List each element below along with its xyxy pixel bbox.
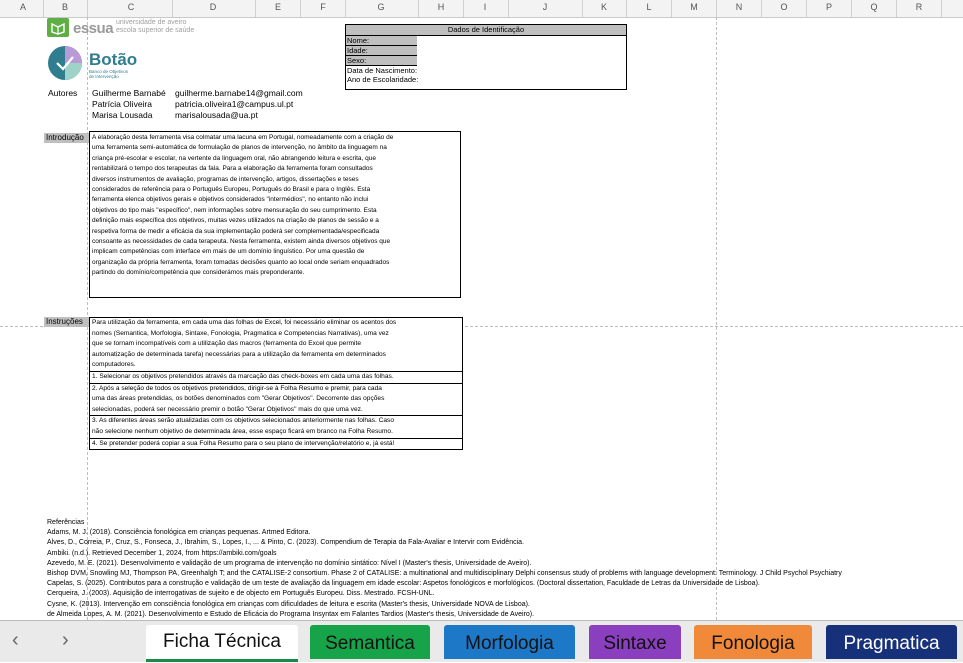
col-b[interactable]: B bbox=[61, 2, 68, 12]
author-email: guilherme.barnabe14@gmail.com bbox=[175, 88, 303, 98]
reference-item: de Almeida Lopes, A. M. (2021). Desenvolvimento e Estudo de Eficácia do Programa Insyntax em Falantes Tardios (Master's thesis, Universidade de Aveiro). bbox=[47, 610, 535, 618]
field-name-label[interactable]: Nome: bbox=[346, 36, 417, 46]
identification-title: Dados de Identificação bbox=[346, 25, 626, 36]
essua-logo-line1: universidade de aveiro bbox=[116, 19, 187, 26]
author-name: Patrícia Oliveira bbox=[92, 99, 152, 109]
intro-line: definição mais específica dos objetivos, muitas vezes utilizados na criação de planos de sessão e a bbox=[92, 217, 379, 225]
essua-logo-line2: escola superior de saúde bbox=[116, 27, 195, 34]
instruction-line: que se tornam incompatíveis com a utilização das macros (ferramenta do Excel que permite bbox=[92, 340, 362, 348]
instructions-row bbox=[90, 318, 462, 372]
reference-item: Cysne, K. (2013). Intervenção em consciência fonológica em crianças com dificuldades de leitura e escrita (Master's thesis, Universidade NOVA de Lisboa). bbox=[47, 600, 530, 608]
tab-morfologia[interactable]: Morfologia bbox=[444, 625, 575, 659]
col-k[interactable]: K bbox=[600, 2, 607, 12]
reference-item: Azevedo, M. E. (2021). Desenvolvimento e validação de um programa de intervenção no domínio sintático: Nível I (Master's thesis, Universidade de Aveiro). bbox=[47, 559, 532, 567]
reference-item: Bishop DVM, Snowling MJ, Thompson PA, Greenhalgh T; and the CATALISE-2 consortium. Phase 2 of CATALISE: a multinational and multidisciplinary Delphi consensus study of problems with language development: Terminology. J Child Psychol Psychiatry bbox=[47, 570, 842, 578]
col-l[interactable]: L bbox=[646, 2, 652, 12]
intro-line: rentabilizará o tempo dos terapeutas da fala. Para a elaboração da ferramenta foram consultados bbox=[92, 165, 373, 173]
botao-logo-subtitle: Banco de Objetivos de Intervenção bbox=[89, 69, 129, 79]
col-f[interactable]: F bbox=[320, 2, 326, 12]
col-p[interactable]: P bbox=[825, 2, 832, 12]
author-email: marisalousada@ua.pt bbox=[175, 110, 258, 120]
reference-item: Adams, M. J. (2018). Consciência fonológica em crianças pequenas. Artmed Editora. bbox=[47, 529, 311, 537]
col-a[interactable]: A bbox=[19, 2, 26, 12]
intro-line: A elaboração desta ferramenta visa colmatar uma lacuna em Portugal, nomeadamente com a criação de bbox=[92, 134, 394, 141]
instruction-line: selecionadas, poderá ser necessário premir o botão "Gerar Objetivos" mais do que uma vez. bbox=[92, 405, 363, 413]
col-h[interactable]: H bbox=[437, 2, 445, 12]
instruction-line: não selecione nenhum objetivo de determinada área, esse espaço ficará em branco na Folha Resumo. bbox=[92, 427, 393, 435]
instruction-line: 3. As diferentes áreas serão atualizadas com os objetivos selecionados anteriormente nas folhas. Caso bbox=[92, 417, 395, 425]
col-c[interactable]: C bbox=[127, 2, 135, 12]
intro-line: uma ferramenta semi-automática de formulação de planos de intervenção, no âmbito da linguagem na bbox=[92, 144, 387, 152]
essua-logo-icon bbox=[47, 18, 69, 37]
tab-pragmatica[interactable]: Pragmatica bbox=[826, 625, 957, 659]
tab-fonologia[interactable]: Fonologia bbox=[694, 625, 812, 659]
intro-line: organização da própria ferramenta, foram tomadas decisões quanto ao local onde seriam enquadrados bbox=[92, 258, 390, 266]
author-name: Marisa Lousada bbox=[92, 110, 153, 120]
essua-logo-name: essua bbox=[73, 20, 114, 37]
instruction-line: uma das áreas pretendidas, os botões denominados com "Gerar Objetivos". Decorrente das opções bbox=[92, 395, 385, 403]
intro-line: considerados de referência para o Português Europeu, Português do Brasil e para o Inglês. Esta bbox=[92, 186, 371, 194]
scroll-tabs-left-icon[interactable]: ‹ bbox=[12, 629, 19, 651]
tab-ficha-tecnica[interactable]: Ficha Técnica bbox=[146, 625, 298, 662]
reference-item: Alves, D., Correia, P., Cruz, S., Fonseca, J., Ibrahim, S., Lopes, I., ... & Pinto, C. (2023). Compendium de Terapia da Fala-Avaliar e Intervir com Evidência. bbox=[47, 539, 524, 547]
instructions-label: Instruções bbox=[44, 317, 90, 327]
instruction-line: Para utilização da ferramenta, em cada uma das folhas de Excel, foi necessário eliminar os acentos dos bbox=[92, 319, 397, 326]
identification-box bbox=[345, 24, 627, 90]
instruction-line: computadores. bbox=[92, 361, 136, 369]
field-birthdate-label[interactable]: Data de Nascimento: bbox=[347, 66, 418, 75]
instructions-row bbox=[90, 439, 462, 451]
col-g[interactable]: G bbox=[377, 2, 385, 12]
col-n[interactable]: N bbox=[735, 2, 743, 12]
intro-line: criança pré-escolar e escolar, na vertente da linguagem oral, não abrangendo leitura e escrita, que bbox=[92, 154, 377, 162]
reference-item: Ambiki. (n.d.). Retrieved December 1, 2024, from https://ambiki.com/goals bbox=[47, 549, 277, 557]
worksheet-grid[interactable] bbox=[0, 17, 963, 620]
column-header-bar bbox=[0, 0, 963, 18]
instructions-row bbox=[90, 372, 462, 384]
intro-line: objetivos do tipo mais "específico", nem informações sobre mensuração do seu cumprimento. Esta bbox=[92, 206, 377, 214]
field-sex-label[interactable]: Sexo: bbox=[346, 56, 417, 66]
references-block bbox=[47, 518, 842, 620]
col-d[interactable]: D bbox=[209, 2, 217, 12]
col-i[interactable]: I bbox=[483, 2, 487, 12]
intro-line: ferramenta elenca objetivos gerais e objetivos considerados "intermédios", no entanto não inclui bbox=[92, 196, 369, 204]
instruction-line: nomes (Semantica, Morfologia, Sintaxe, Fonologia, Pragmatica e Competencias Narrativas), uma vez bbox=[92, 329, 389, 337]
instructions-row bbox=[90, 416, 462, 438]
instruction-line: 4. Se pretender poderá copiar a sua Folha Resumo para o seu plano de intervenção/relatório e, já está! bbox=[92, 439, 395, 447]
instruction-line: 2. Após a seleção de todos os objetivos pretendidos, dirigir-se à Folha Resumo e premir, para cada bbox=[92, 384, 382, 392]
intro-line: implicam competências com interface em mais de um domínio linguístico. Por uma questão de bbox=[92, 248, 365, 256]
field-age-label[interactable]: Idade: bbox=[346, 46, 417, 56]
intro-line: diversos instrumentos de avaliação, programas de intervenção, artigos, dissertações e teses bbox=[92, 175, 359, 183]
field-school-year-label[interactable]: Ano de Escolaridade: bbox=[347, 75, 419, 84]
reference-item: Cerqueira, J. (2003). Aquisição de interrogativas de sujeito e de objecto em Português Europeu. Diss. Mestrado. FCSH-UNL. bbox=[47, 590, 435, 598]
scroll-tabs-right-icon[interactable]: › bbox=[62, 629, 69, 651]
col-o[interactable]: O bbox=[780, 2, 788, 12]
col-r[interactable]: R bbox=[915, 2, 923, 12]
reference-item: Capelas, S. (2025). Contributos para a construção e validação de um teste de avaliação da linguagem em idade escolar: Aspetos fonológicos e morfológicos. (Doctoral dissertation, Faculdade de Letras da Universidade de Lisboa). bbox=[47, 580, 760, 588]
instructions-box[interactable] bbox=[89, 317, 463, 450]
sheet-tabs-bar bbox=[0, 620, 963, 662]
intro-line: respetiva forma de medir a eficácia da sua implementação poderá ser complementada/especificada bbox=[92, 227, 380, 235]
instruction-line: automatização de determinada tarefa) necessárias para a utilização da ferramenta em determinados bbox=[92, 350, 386, 358]
intro-line: consoante as necessidades de cada terapeuta. Nesta ferramenta, existem ainda diversos objetivos que bbox=[92, 238, 391, 246]
authors-label: Autores bbox=[48, 88, 78, 98]
instruction-line: 1. Selecionar os objetivos pretendidos através da marcação das check-boxes em cada uma das folhas. bbox=[92, 372, 394, 380]
intro-line: partindo do domínio/competência que considerámos mais preponderante. bbox=[92, 269, 305, 277]
author-email: patricia.oliveira1@campus.ul.pt bbox=[175, 99, 294, 109]
intro-text-box[interactable] bbox=[89, 131, 461, 298]
instructions-row bbox=[90, 384, 462, 417]
col-q[interactable]: Q bbox=[870, 2, 878, 12]
col-j[interactable]: J bbox=[542, 2, 548, 12]
author-name: Guilherme Barnabé bbox=[92, 88, 166, 98]
intro-label: Introdução bbox=[44, 133, 90, 143]
botao-logo-icon bbox=[47, 45, 85, 81]
col-e[interactable]: E bbox=[274, 2, 281, 12]
references-label: Referências bbox=[47, 519, 85, 526]
col-m[interactable]: M bbox=[690, 2, 698, 12]
tab-semantica[interactable]: Semantica bbox=[310, 625, 430, 659]
botao-logo-name: Botão bbox=[89, 50, 138, 69]
tab-sintaxe[interactable]: Sintaxe bbox=[589, 625, 681, 659]
